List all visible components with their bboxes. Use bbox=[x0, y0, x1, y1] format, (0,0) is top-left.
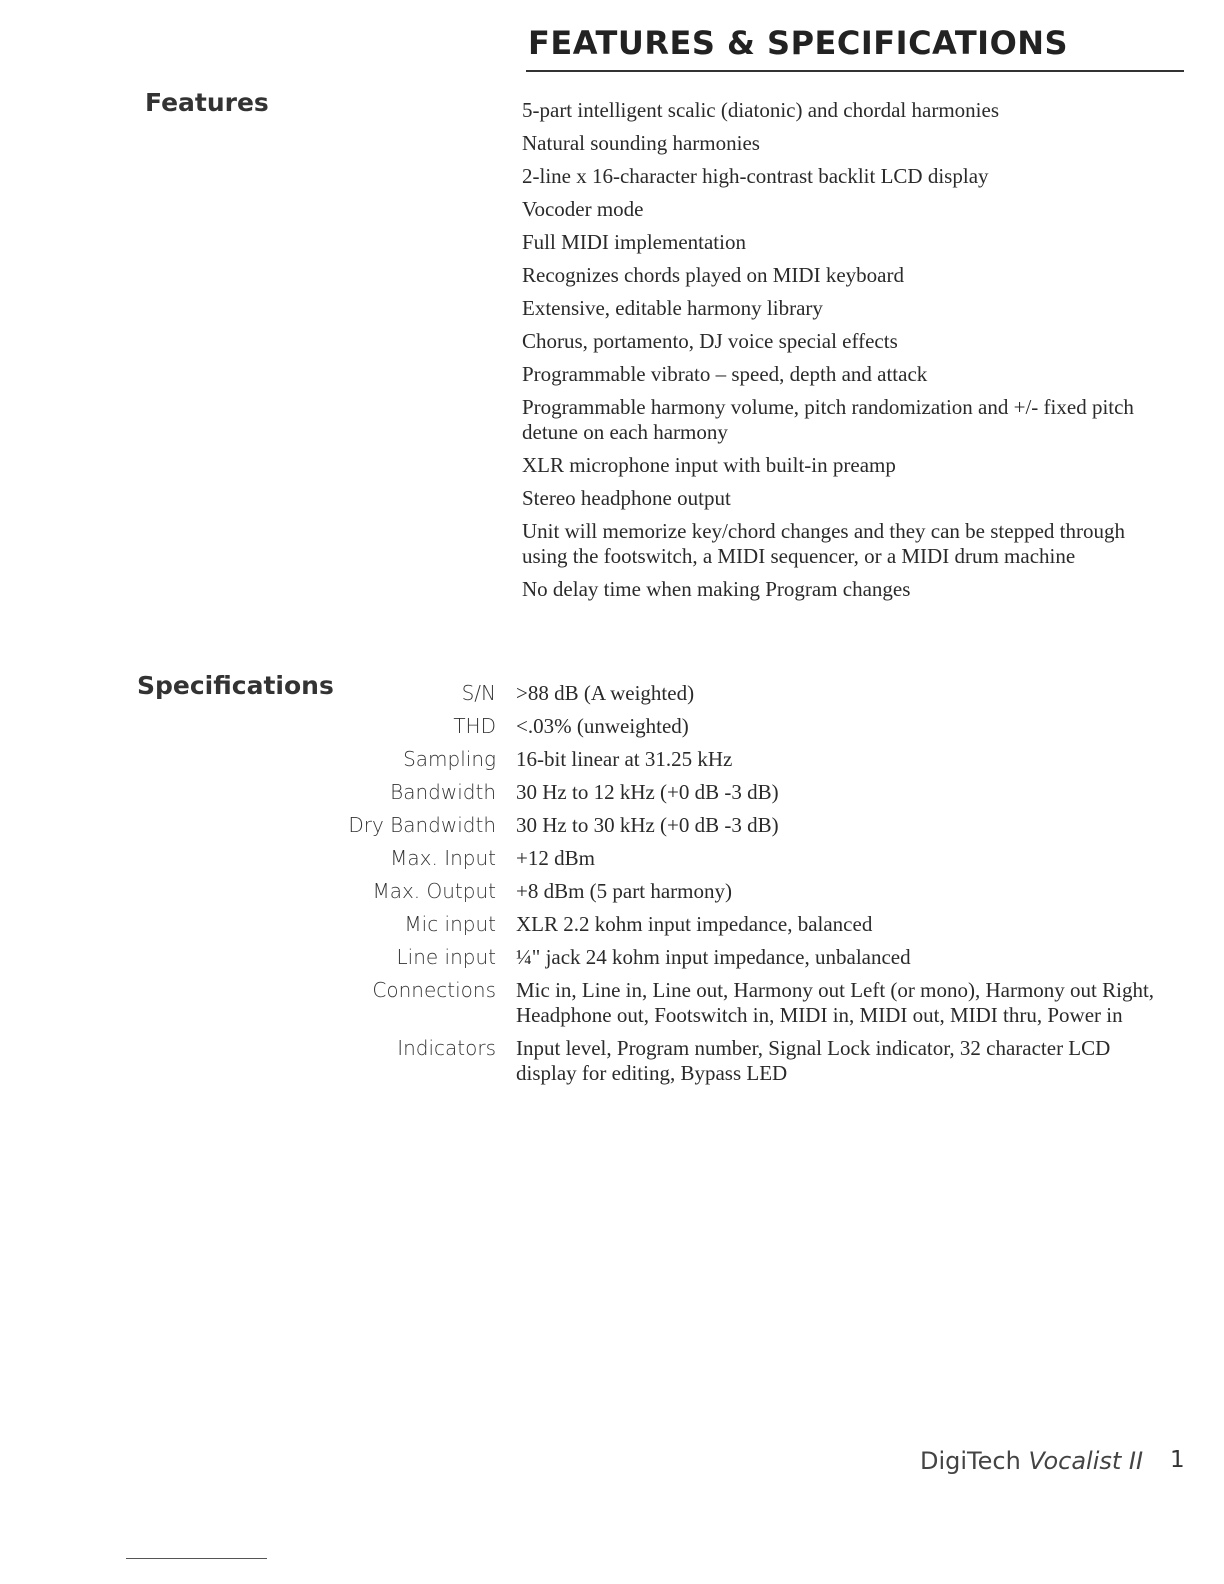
spec-label: Sampling bbox=[403, 747, 496, 771]
spec-row bbox=[300, 912, 1160, 945]
title-divider bbox=[526, 70, 1184, 72]
spec-row bbox=[300, 780, 1160, 813]
features-list bbox=[522, 98, 1162, 610]
spec-label: Max. Input bbox=[390, 846, 496, 870]
specifications-table bbox=[300, 681, 1160, 1094]
model-name: Vocalist II bbox=[1028, 1447, 1144, 1475]
brand-name: DigiTech bbox=[920, 1447, 1021, 1475]
spec-value: 16-bit linear at 31.25 kHz bbox=[516, 747, 733, 771]
feature-item: No delay time when making Program changes bbox=[522, 577, 911, 601]
feature-item: Programmable harmony volume, pitch randomization and +/- fixed pitch detune on each harmony bbox=[522, 395, 1134, 444]
page-number: 1 bbox=[1170, 1447, 1185, 1473]
spec-value: Input level, Program number, Signal Lock indicator, 32 character LCD display for editing, Bypass LED bbox=[516, 1036, 1111, 1085]
feature-item: Programmable vibrato – speed, depth and attack bbox=[522, 362, 928, 386]
feature-item: Extensive, editable harmony library bbox=[522, 296, 823, 320]
spec-row bbox=[300, 978, 1160, 1036]
feature-item: 2-line x 16-character high-contrast backlit LCD display bbox=[522, 164, 989, 188]
bottom-divider bbox=[126, 1558, 267, 1559]
spec-value: >88 dB (A weighted) bbox=[516, 681, 695, 705]
feature-item: Stereo headphone output bbox=[522, 486, 731, 510]
spec-row bbox=[300, 879, 1160, 912]
specifications-heading: Specifications bbox=[137, 671, 334, 700]
spec-value: ¼" jack 24 kohm input impedance, unbalanced bbox=[516, 945, 911, 969]
spec-label: THD bbox=[453, 714, 496, 738]
spec-value: +8 dBm (5 part harmony) bbox=[516, 879, 732, 903]
spec-value: XLR 2.2 kohm input impedance, balanced bbox=[516, 912, 873, 936]
spec-label: Max. Output bbox=[372, 879, 496, 903]
spec-row bbox=[300, 945, 1160, 978]
spec-row bbox=[300, 1036, 1160, 1094]
spec-row bbox=[300, 714, 1160, 747]
feature-item: Full MIDI implementation bbox=[522, 230, 746, 254]
spec-value: +12 dBm bbox=[516, 846, 595, 870]
spec-label: Bandwidth bbox=[390, 780, 496, 804]
page-title: FEATURES & SPECIFICATIONS bbox=[528, 24, 1069, 62]
spec-row bbox=[300, 747, 1160, 780]
spec-label: S/N bbox=[461, 681, 496, 705]
feature-item: Chorus, portamento, DJ voice special effects bbox=[522, 329, 898, 353]
spec-value: Mic in, Line in, Line out, Harmony out Left (or mono), Harmony out Right, Headphone out, Footswitch in, MIDI in, MIDI out, MIDI thru, Power in bbox=[516, 978, 1155, 1027]
spec-row bbox=[300, 813, 1160, 846]
spec-label: Dry Bandwidth bbox=[348, 813, 496, 837]
feature-item: 5-part intelligent scalic (diatonic) and chordal harmonies bbox=[522, 98, 999, 122]
spec-row bbox=[300, 846, 1160, 879]
spec-row bbox=[300, 681, 1160, 714]
spec-value: 30 Hz to 12 kHz (+0 dB -3 dB) bbox=[516, 780, 779, 804]
spec-value: <.03% (unweighted) bbox=[516, 714, 689, 738]
spec-label: Connections bbox=[372, 978, 496, 1002]
spec-value: 30 Hz to 30 kHz (+0 dB -3 dB) bbox=[516, 813, 779, 837]
footer-brand bbox=[920, 1447, 1143, 1475]
feature-item: Recognizes chords played on MIDI keyboard bbox=[522, 263, 904, 287]
features-heading: Features bbox=[145, 88, 269, 117]
spec-label: Indicators bbox=[397, 1036, 496, 1060]
spec-label: Mic input bbox=[404, 912, 496, 936]
feature-item: XLR microphone input with built-in preamp bbox=[522, 453, 896, 477]
feature-item: Unit will memorize key/chord changes and they can be stepped through using the footswitch, a MIDI sequencer, or a MIDI drum machine bbox=[522, 519, 1125, 568]
feature-item: Vocoder mode bbox=[522, 197, 644, 221]
feature-item: Natural sounding harmonies bbox=[522, 131, 760, 155]
spec-label: Line input bbox=[396, 945, 496, 969]
